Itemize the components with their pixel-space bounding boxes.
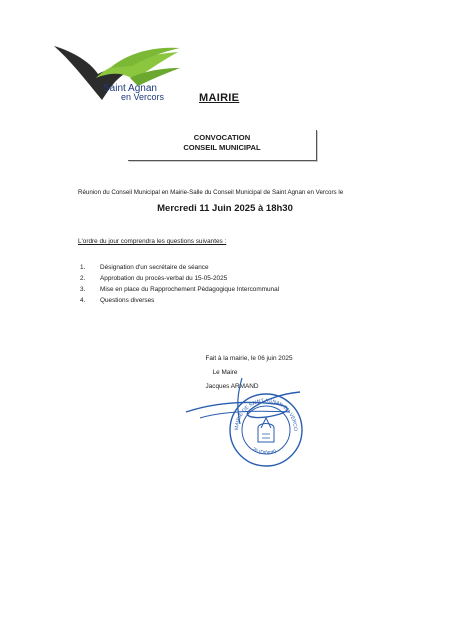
stamp-ring-text: MAIRIE DE SAINT AGNAN-EN-VERCO: [233, 397, 299, 432]
meeting-date: Mercredi 11 Juin 2025 à 18h30: [157, 203, 293, 214]
convocation-title: CONVOCATION: [193, 133, 251, 142]
place-date: Fait à la mairie, le 06 juin 2025: [205, 355, 293, 362]
mairie-heading: MAIRIE: [199, 92, 240, 104]
agenda-item: [80, 275, 279, 286]
intro-text: Réunion du Conseil Municipal en Mairie-Salle du Conseil Municipal de Saint Agnan en Vercors le: [78, 189, 344, 196]
logo-line-1: Saint Agnan: [103, 83, 157, 94]
agenda-item: [80, 264, 279, 275]
agenda-item-number: 1.: [80, 264, 86, 271]
agenda-item-text: Mise en place du Rapprochement Pédagogique Intercommunal: [100, 286, 280, 293]
logo-line-2: en Vercors: [121, 92, 165, 102]
agenda-item-text: Désignation d'un secrétaire de séance: [100, 264, 209, 271]
agenda-item-number: 4.: [80, 297, 86, 304]
handwritten-signature: [180, 374, 320, 434]
conseil-municipal-title: CONSEIL MUNICIPAL: [183, 143, 261, 152]
agenda-item-number: 3.: [80, 286, 86, 293]
agenda-title: L'ordre du jour comprendra les questions suivantes :: [78, 238, 227, 245]
agenda-item: [80, 286, 279, 297]
stamp-bottom-text: 26 (Drôme): [251, 446, 278, 457]
agenda-item-text: Approbation du procès-verbal du 15-05-2025: [100, 275, 228, 282]
agenda-item-number: 2.: [80, 275, 86, 282]
svg-text:26 (Drôme): [251, 447, 277, 457]
signatory-role: Le Maire: [212, 369, 238, 376]
agenda-item-text: Questions diverses: [100, 297, 155, 304]
convocation-box: [128, 130, 317, 161]
agenda-item: [80, 297, 279, 308]
signatory-name: Jacques ARMAND: [205, 383, 259, 390]
logo-wordmark: [103, 84, 164, 102]
agenda-list: [80, 264, 279, 308]
